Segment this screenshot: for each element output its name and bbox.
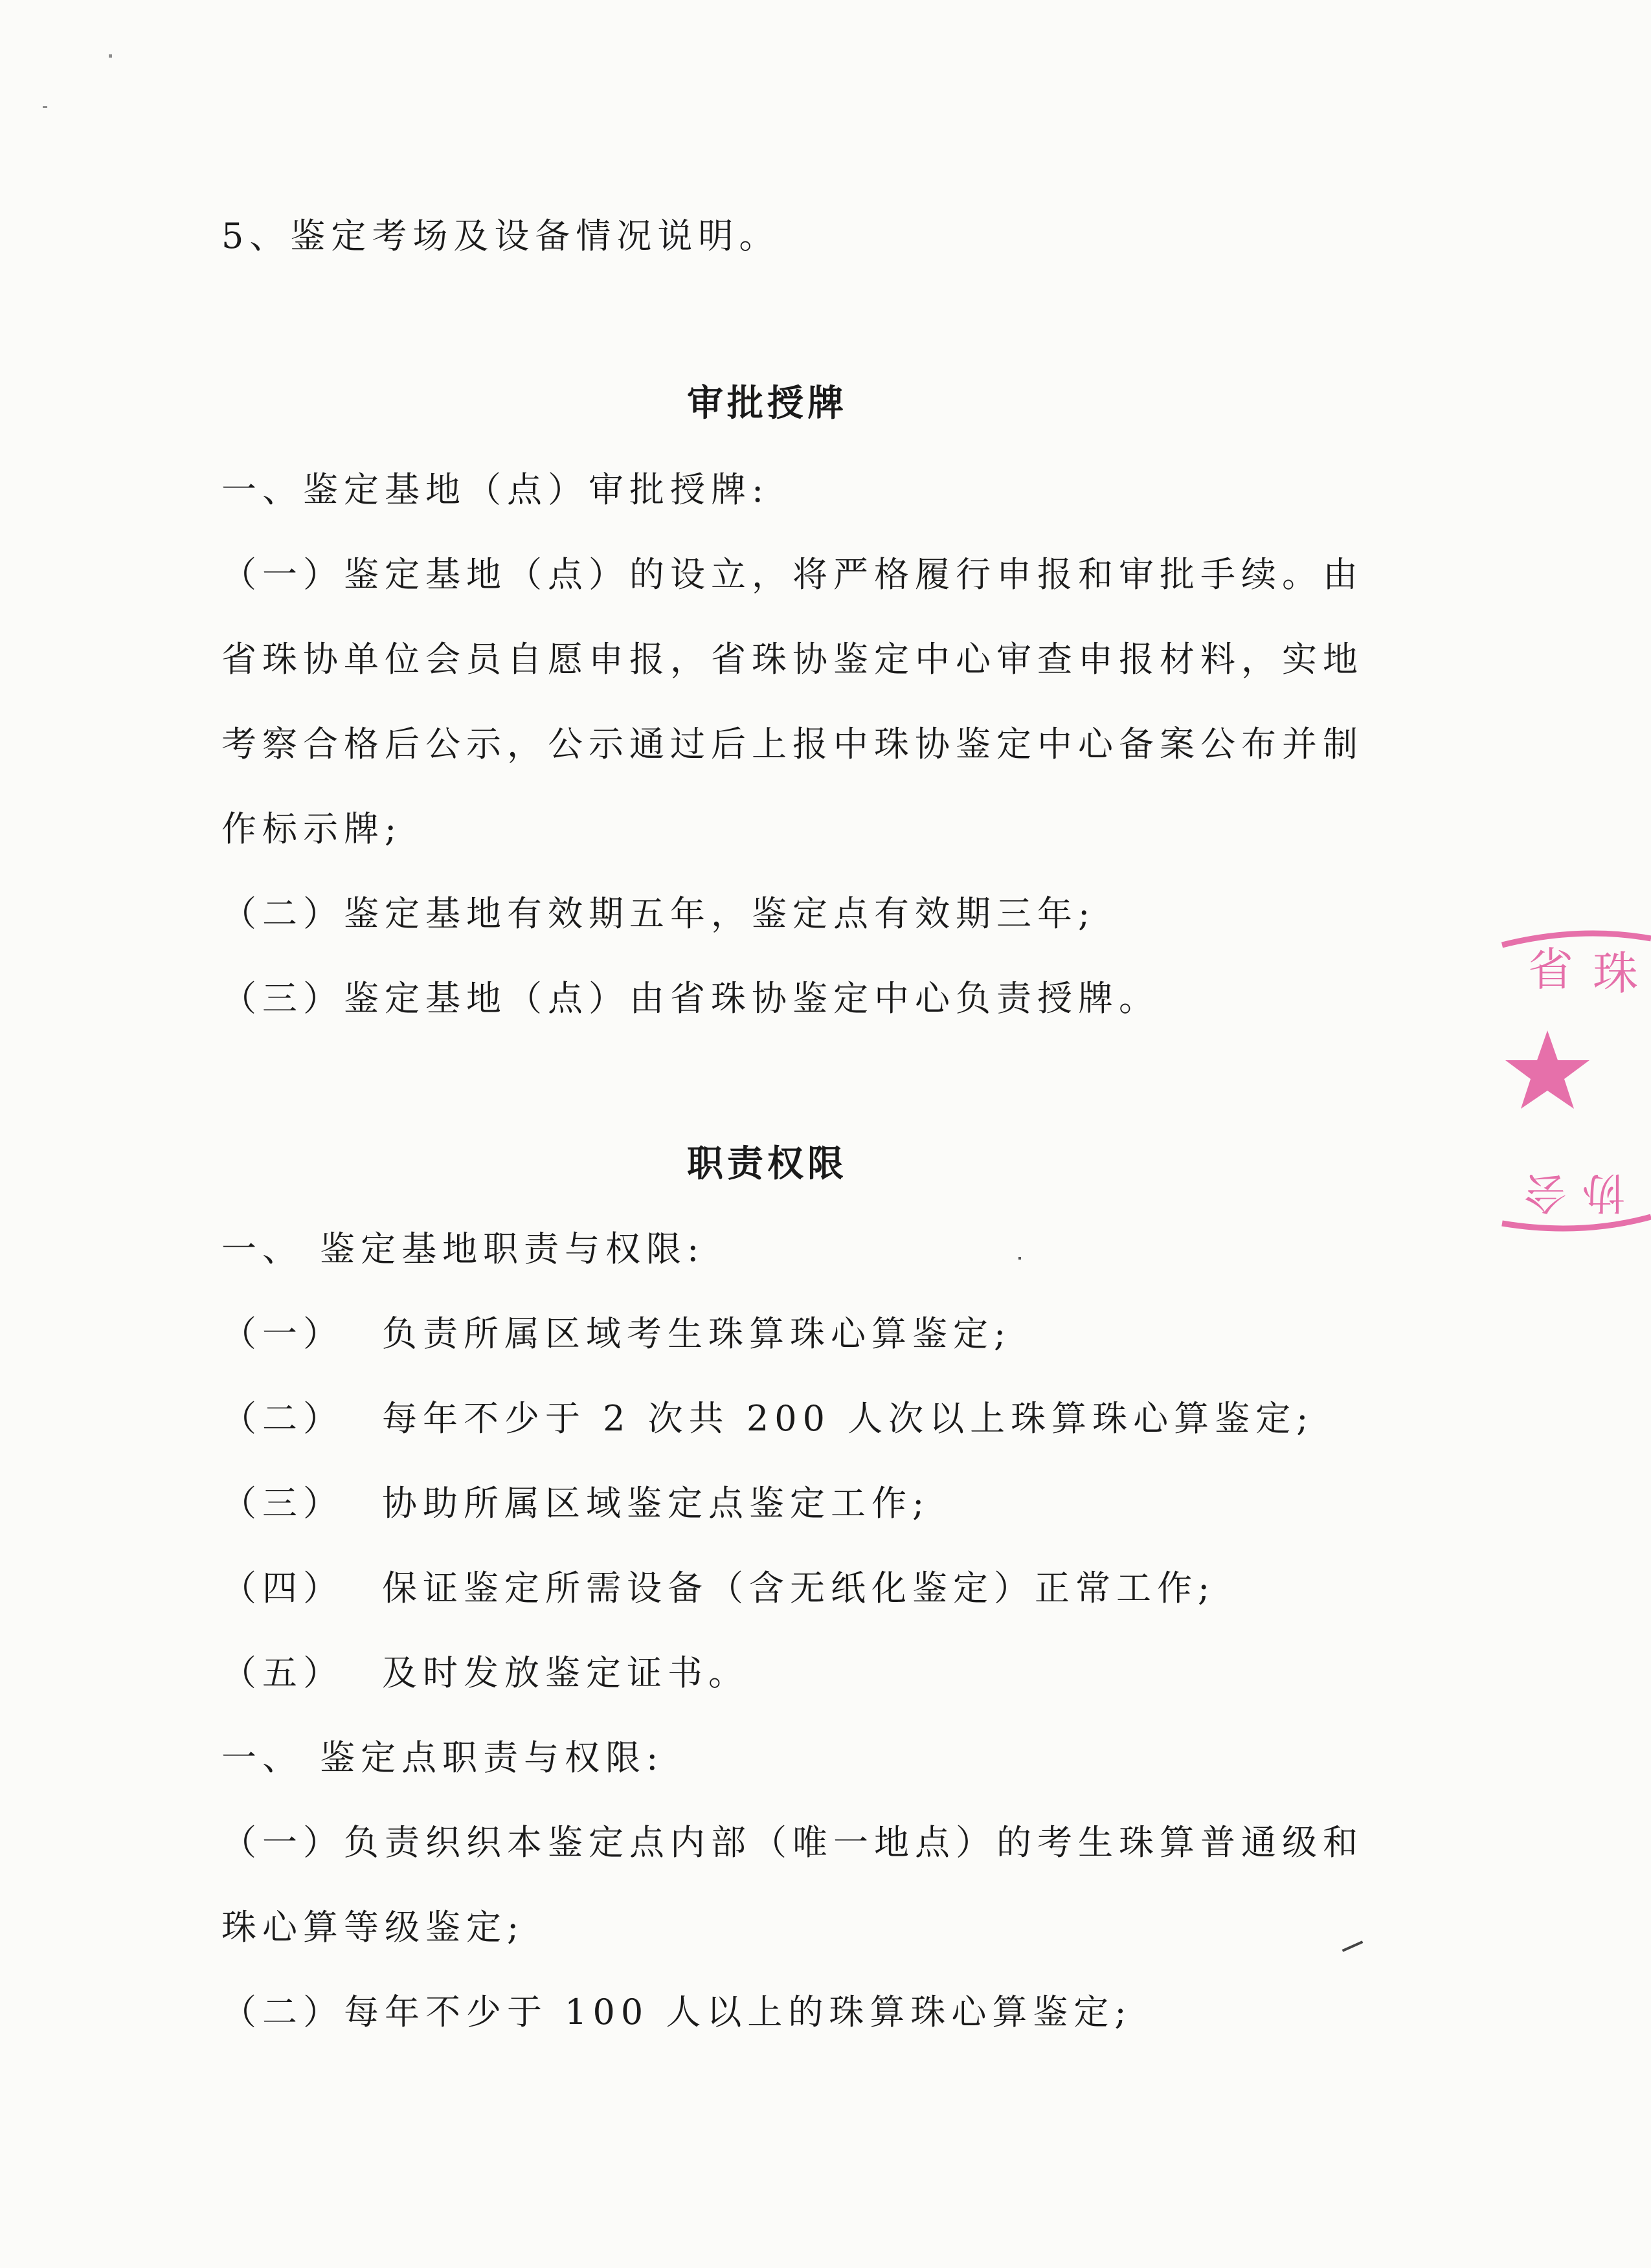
point-duty-line: （二）每年不少于 100 人以上的珠算珠心算鉴定; bbox=[221, 1992, 1132, 2032]
item-text: 及时发放鉴定证书。 bbox=[382, 1652, 749, 1693]
approval-line: 考察合格后公示，公示通过后上报中珠协鉴定中心备案公布并制 bbox=[221, 724, 1364, 764]
item-text: 协助所属区域鉴定点鉴定工作; bbox=[382, 1483, 930, 1524]
base-duty-item bbox=[221, 1566, 1361, 1611]
scan-speck bbox=[109, 54, 112, 58]
section-title-duties: 职责权限 bbox=[687, 1142, 848, 1185]
seal-char: 省 bbox=[1528, 943, 1573, 996]
section-title-approval: 审批授牌 bbox=[687, 382, 848, 425]
item-number: （二） bbox=[221, 1398, 344, 1439]
approval-line: 一、鉴定基地（点）审批授牌: bbox=[221, 469, 770, 510]
base-duty-item bbox=[221, 1651, 1361, 1696]
item-text: 负责所属区域考生珠算珠心算鉴定; bbox=[382, 1313, 1012, 1354]
approval-line: 省珠协单位会员自愿申报，省珠协鉴定中心审查申报材料，实地 bbox=[221, 639, 1364, 680]
base-duties-heading: 一、 鉴定基地职责与权限: bbox=[221, 1228, 705, 1269]
item-text: 保证鉴定所需设备（含无纸化鉴定）正常工作; bbox=[382, 1568, 1216, 1608]
approval-line: （一）鉴定基地（点）的设立，将严格履行申报和审批手续。由 bbox=[221, 554, 1364, 595]
point-duty-line: （一）负责织织本鉴定点内部（唯一地点）的考生珠算普通级和 bbox=[221, 1822, 1364, 1863]
item-5-equipment: 5、鉴定考场及设备情况说明。 bbox=[221, 216, 780, 256]
item-number: （三） bbox=[221, 1483, 344, 1524]
seal-char: 协 bbox=[1582, 1168, 1625, 1217]
point-duty-line: 珠心算等级鉴定; bbox=[221, 1907, 525, 1948]
base-duty-item bbox=[221, 1481, 1361, 1526]
item-number: （一） bbox=[221, 1313, 344, 1354]
seal-char: 会 bbox=[1524, 1168, 1567, 1217]
item-number: （五） bbox=[221, 1652, 344, 1693]
base-duty-item bbox=[221, 1311, 1361, 1357]
official-seal bbox=[1489, 913, 1651, 1249]
approval-line: （二）鉴定基地有效期五年，鉴定点有效期三年; bbox=[221, 893, 1096, 934]
point-duties-heading: 一、 鉴定点职责与权限: bbox=[221, 1737, 664, 1778]
seal-char: 珠 bbox=[1593, 947, 1638, 1000]
approval-line: （三）鉴定基地（点）由省珠协鉴定中心负责授牌。 bbox=[221, 978, 1160, 1019]
approval-line: 作标示牌; bbox=[221, 808, 403, 849]
base-duty-item bbox=[221, 1396, 1361, 1441]
scan-speck bbox=[43, 106, 47, 108]
item-number: （四） bbox=[221, 1568, 344, 1608]
item-text: 每年不少于 2 次共 200 人次以上珠算珠心算鉴定; bbox=[382, 1398, 1314, 1439]
